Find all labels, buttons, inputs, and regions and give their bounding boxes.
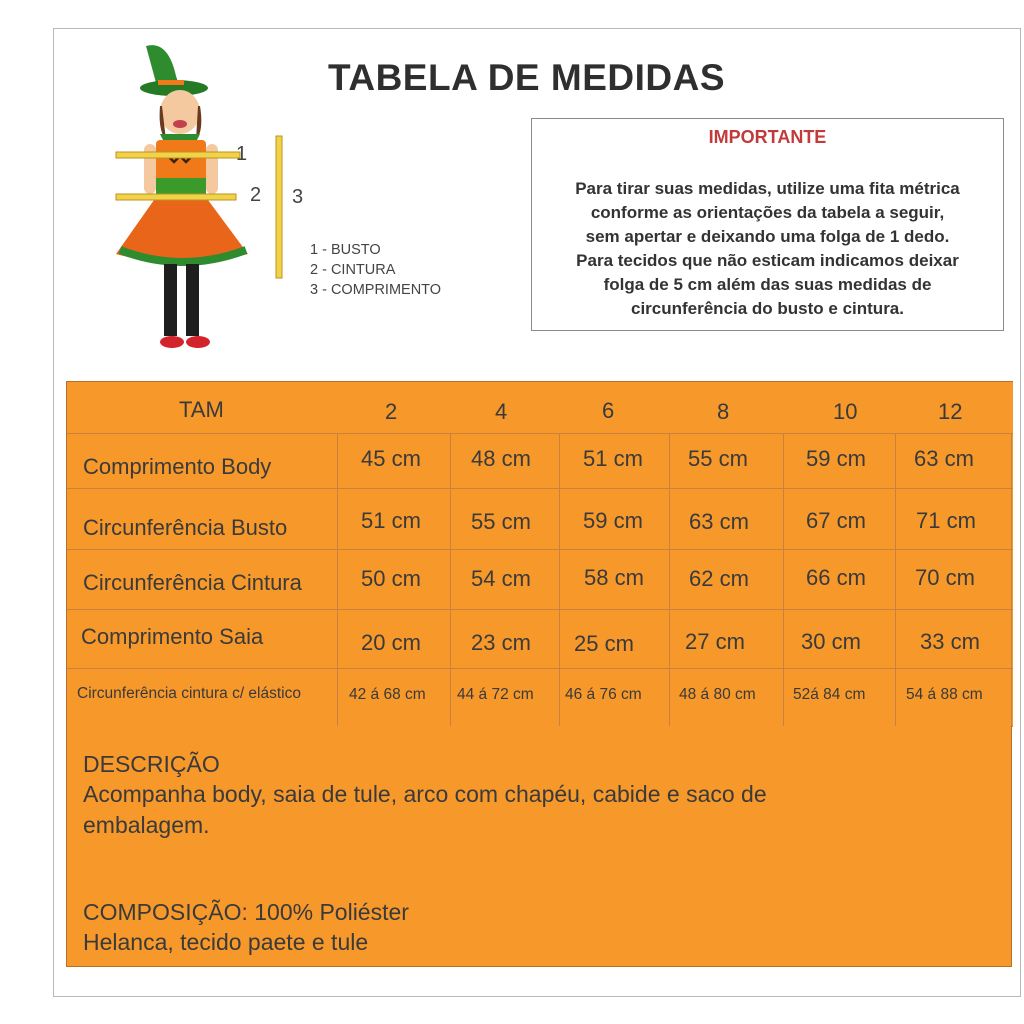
composition-detail: Helanca, tecido paete e tule xyxy=(83,929,369,955)
row-label: Circunferência Busto xyxy=(83,515,288,540)
table-divider xyxy=(67,433,1013,434)
table-cell: 62 cm xyxy=(689,566,749,591)
row-label: Comprimento Saia xyxy=(81,624,264,649)
table-cell: 55 cm xyxy=(471,509,531,534)
marker-length-label: 3 xyxy=(292,186,304,208)
table-cell: 58 cm xyxy=(584,565,644,590)
row-label: Circunferência cintura c/ elástico xyxy=(77,685,301,702)
table-divider xyxy=(559,433,560,726)
row-label: Comprimento Body xyxy=(83,454,272,479)
table-cell: 54 á 88 cm xyxy=(906,686,983,703)
table-cell: 30 cm xyxy=(801,629,861,654)
description-heading: DESCRIÇÃO xyxy=(83,751,220,777)
size-header: 10 xyxy=(833,399,858,424)
important-line: sem apertar e deixando uma folga de 1 dedo. xyxy=(585,227,950,246)
table-cell: 45 cm xyxy=(361,446,421,471)
size-header: 12 xyxy=(938,399,963,424)
table-cell: 63 cm xyxy=(689,509,749,534)
table-cell: 27 cm xyxy=(685,629,745,654)
legend-item: 3 - COMPRIMENTO xyxy=(310,282,442,298)
table-cell: 54 cm xyxy=(471,566,531,591)
legend-item: 2 - CINTURA xyxy=(310,262,396,278)
table-cell: 51 cm xyxy=(361,508,421,533)
composition-heading: COMPOSIÇÃO: 100% Poliéster xyxy=(83,899,409,925)
bust-tape xyxy=(116,152,240,158)
size-header: 6 xyxy=(602,398,615,423)
size-header: 4 xyxy=(495,399,508,424)
important-line: Para tirar suas medidas, utilize uma fita métrica xyxy=(575,179,960,198)
table-divider xyxy=(450,433,451,726)
table-cell: 25 cm xyxy=(574,631,634,656)
table-cell: 55 cm xyxy=(688,446,748,471)
size-header-label: TAM xyxy=(179,397,224,422)
table-cell: 71 cm xyxy=(916,508,976,533)
page-title: TABELA DE MEDIDAS xyxy=(328,57,725,98)
table-divider xyxy=(669,433,670,726)
important-line: folga de 5 cm além das suas medidas de xyxy=(603,275,932,294)
length-tape xyxy=(276,136,282,278)
table-cell: 33 cm xyxy=(920,629,980,654)
table-divider xyxy=(67,609,1013,610)
important-line: Para tecidos que não esticam indicamos deixar xyxy=(576,251,959,270)
important-line: conforme as orientações da tabela a seguir, xyxy=(590,203,945,222)
row-label: Circunferência Cintura xyxy=(83,570,302,595)
table-divider xyxy=(895,433,896,726)
size-table xyxy=(66,381,1013,727)
table-cell: 23 cm xyxy=(471,630,531,655)
table-divider xyxy=(1011,433,1012,726)
important-heading: IMPORTANTE xyxy=(708,127,827,147)
table-cell: 46 á 76 cm xyxy=(565,686,642,703)
table-divider xyxy=(337,433,338,726)
table-divider xyxy=(67,549,1013,550)
marker-waist-label: 2 xyxy=(250,184,262,206)
costume-illustration xyxy=(110,36,310,366)
table-cell: 50 cm xyxy=(361,566,421,591)
table-cell: 70 cm xyxy=(915,565,975,590)
table-cell: 42 á 68 cm xyxy=(349,686,426,703)
marker-bust-label: 1 xyxy=(236,143,248,165)
table-cell: 48 á 80 cm xyxy=(679,686,756,703)
table-cell: 59 cm xyxy=(583,508,643,533)
legend-item: 1 - BUSTO xyxy=(310,242,381,258)
table-cell: 20 cm xyxy=(361,630,421,655)
table-cell: 48 cm xyxy=(471,446,531,471)
table-cell: 44 á 72 cm xyxy=(457,686,534,703)
table-divider xyxy=(783,433,784,726)
size-header: 8 xyxy=(717,399,730,424)
table-cell: 63 cm xyxy=(914,446,974,471)
table-cell: 59 cm xyxy=(806,446,866,471)
table-cell: 51 cm xyxy=(583,446,643,471)
description-panel xyxy=(66,726,1012,967)
table-cell: 67 cm xyxy=(806,508,866,533)
size-header: 2 xyxy=(385,399,398,424)
description-line: embalagem. xyxy=(83,812,210,838)
description-line: Acompanha body, saia de tule, arco com chapéu, cabide e saco de xyxy=(83,781,767,807)
table-cell: 66 cm xyxy=(806,565,866,590)
waist-tape xyxy=(116,194,236,200)
important-body xyxy=(538,177,997,321)
table-divider xyxy=(67,668,1013,669)
table-cell: 52á 84 cm xyxy=(793,686,866,703)
important-notice xyxy=(531,118,1004,331)
important-line: circunferência do busto e cintura. xyxy=(630,299,904,318)
table-divider xyxy=(67,488,1013,489)
measurement-legend xyxy=(310,240,441,300)
